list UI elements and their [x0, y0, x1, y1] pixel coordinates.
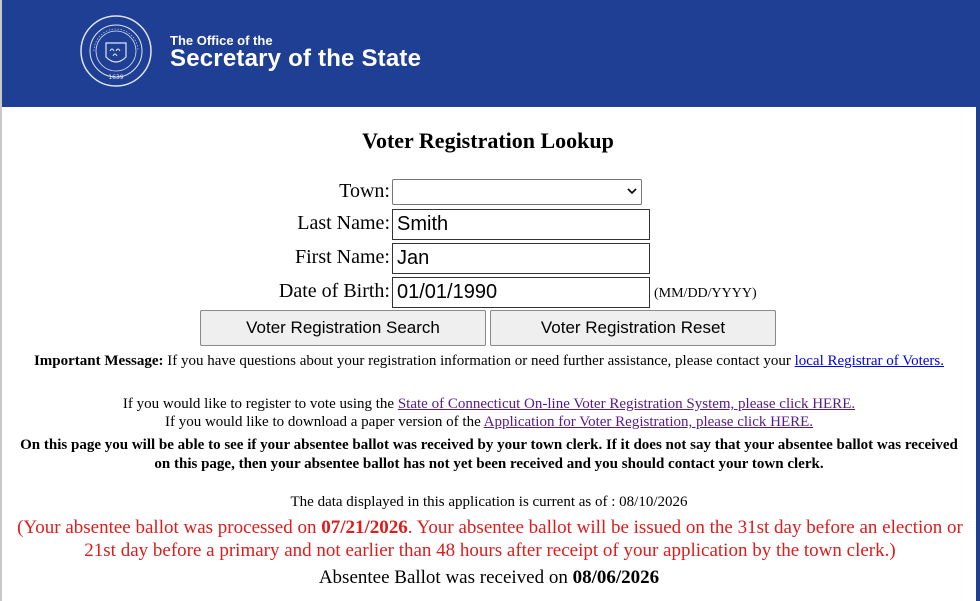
paper-application-link[interactable]: Application for Voter Registration, please click HERE. — [483, 414, 814, 430]
page-title: Voter Registration Lookup — [362, 128, 614, 153]
first-name-label: First Name: — [295, 246, 390, 268]
seal-icon — [80, 15, 152, 87]
svg-text:1639: 1639 — [108, 74, 124, 81]
voter-registration-reset-button[interactable]: Voter Registration Reset — [490, 310, 776, 346]
absentee-notice: On this page you will be able to see if your absentee ballot was received by your town clerk. If it does not say that your absentee ballot was received on this page, then your absentee ballot has not yet been received and you should contact your town clerk. — [20, 437, 958, 472]
paper-registration-line: If you would like to download a paper version of the Application for Voter Registration, please click HERE. — [164, 414, 814, 430]
town-label: Town: — [339, 180, 390, 202]
processed-date: 07/21/2026 — [321, 517, 408, 538]
first-name-input[interactable] — [392, 243, 650, 274]
important-message — [14, 352, 964, 371]
window-border-right — [976, 0, 980, 601]
registrar-link[interactable]: local Registrar of Voters. — [794, 353, 945, 369]
dob-label: Date of Birth: — [278, 280, 390, 302]
last-name-label: Last Name: — [297, 212, 390, 234]
chevron-down-icon — [624, 184, 640, 198]
header-subtitle: The Office of the — [170, 33, 273, 48]
dob-format-hint: (MM/DD/YYYY) — [654, 286, 757, 301]
town-select[interactable] — [392, 179, 642, 205]
online-registration-link[interactable]: State of Connecticut On-line Voter Registration System, please click HERE. — [397, 396, 856, 412]
header-title: Secretary of the State — [170, 45, 422, 72]
data-current-date: The data displayed in this application is current as of : 08/10/2026 — [290, 494, 688, 510]
dob-input[interactable] — [392, 277, 650, 308]
absentee-processed-message: (Your absentee ballot was processed on 07/21/2026. Your absentee ballot will be issued on the 31st day before an election or 21st day before a primary and not earlier than 48 hours after receipt of your application by the town clerk.) — [17, 517, 963, 561]
absentee-received-message: Absentee Ballot was received on 08/06/2026 — [318, 567, 660, 588]
voter-registration-search-button[interactable]: Voter Registration Search — [200, 310, 486, 346]
received-date: 08/06/2026 — [572, 567, 660, 588]
last-name-input[interactable] — [392, 209, 650, 240]
important-label: Important Message: — [33, 353, 164, 369]
site-header — [2, 0, 976, 107]
online-registration-line: If you would like to register to vote using the State of Connecticut On-line Voter Registration System, please click HERE. — [122, 396, 856, 412]
important-text: If you have questions about your registration information or need further assistance, please contact your — [163, 353, 795, 369]
